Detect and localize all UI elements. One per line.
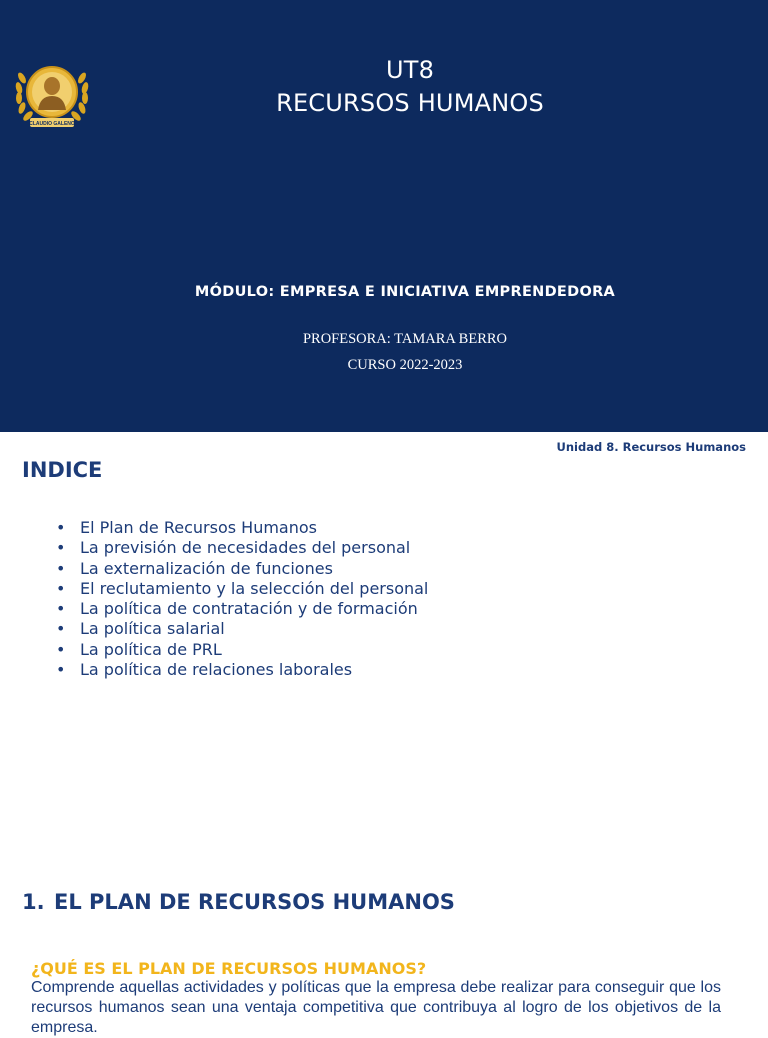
list-item-text: La política de relaciones laborales (80, 660, 353, 680)
unit-label: Unidad 8. Recursos Humanos (556, 440, 746, 454)
list-item-text: La política de PRL (80, 639, 222, 659)
definition-paragraph: Comprende aquellas actividades y políticas que la empresa debe realizar para conseguir que los recursos humanos sean una ventaja competitiva que contribuya al logro de los objetivos de la empresa. (31, 979, 721, 1036)
list-item-text: La externalización de funciones (80, 558, 333, 578)
list-item (56, 579, 428, 599)
school-logo-icon (12, 58, 92, 130)
list-item-text: El Plan de Recursos Humanos (80, 518, 317, 537)
list-item (56, 538, 428, 558)
list-item (56, 559, 428, 579)
list-item (56, 660, 428, 680)
list-item-text: La previsión de necesidades del personal (80, 538, 411, 558)
section-number: 1. (22, 890, 45, 914)
bullet: • (56, 578, 66, 598)
list-item-text: La política salarial (80, 619, 225, 639)
index-slide (0, 432, 768, 862)
list-item (56, 619, 428, 639)
bullet: • (56, 639, 66, 659)
section-title-text: EL PLAN DE RECURSOS HUMANOS (54, 890, 455, 914)
question-heading: ¿QUÉ ES EL PLAN DE RECURSOS HUMANOS? (31, 959, 427, 978)
bullet: • (56, 538, 66, 558)
title-line-2: RECURSOS HUMANOS (276, 89, 544, 117)
index-list (56, 518, 428, 680)
list-item (56, 599, 428, 619)
index-title: INDICE (22, 458, 103, 482)
list-item (56, 640, 428, 660)
course-label: CURSO 2022-2023 (347, 357, 463, 373)
bullet: • (56, 660, 66, 680)
presentation-title (210, 54, 610, 120)
bullet: • (56, 599, 66, 619)
list-item-text: El reclutamiento y la selección del personal (80, 578, 429, 598)
list-item-text: La política de contratación y de formación (80, 599, 418, 619)
bullet: • (56, 619, 66, 639)
section-title (22, 890, 455, 914)
module-label: MÓDULO: EMPRESA E INICIATIVA EMPRENDEDORA (194, 284, 616, 300)
bullet: • (56, 518, 66, 537)
title-line-1: UT8 (385, 56, 435, 84)
title-slide (0, 0, 768, 432)
bullet: • (56, 558, 66, 578)
list-item (56, 518, 428, 538)
section-slide (0, 862, 768, 1036)
logo-text: CLAUDIO GALENO (29, 121, 75, 127)
teacher-label: PROFESORA: TAMARA BERRO (302, 331, 508, 347)
